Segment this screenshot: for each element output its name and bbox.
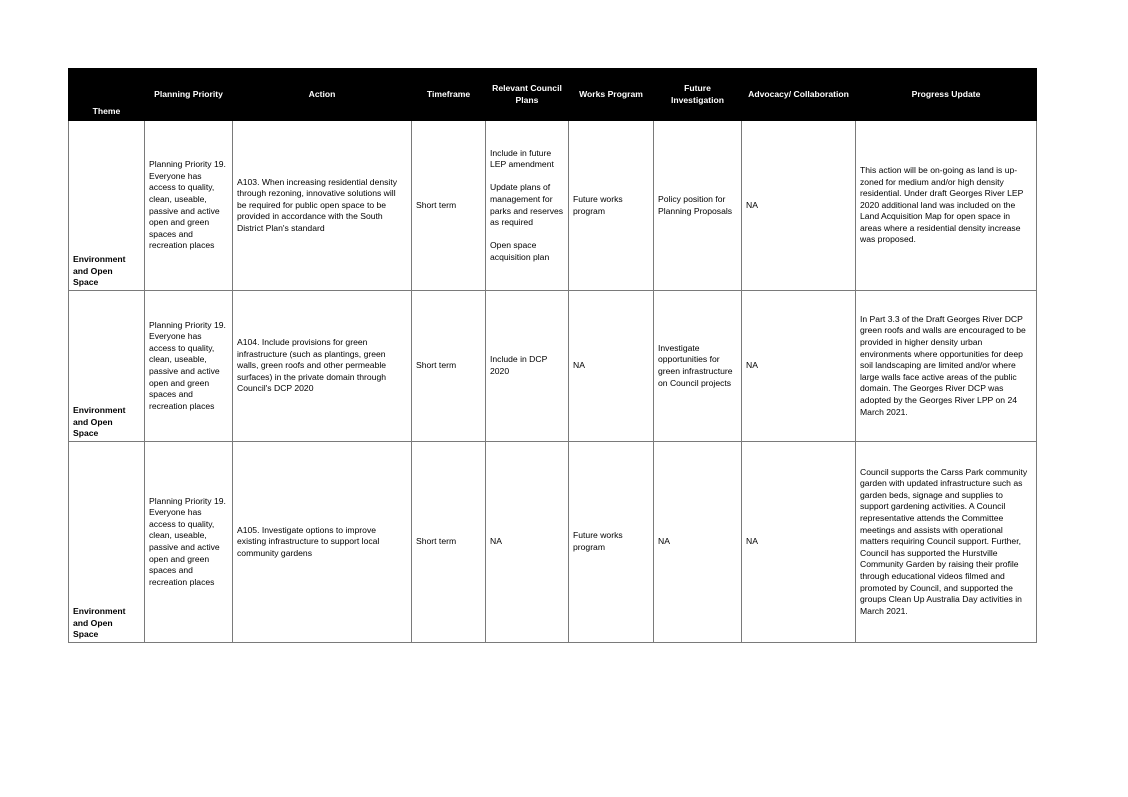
- progress-update-cell: Council supports the Carss Park community garden with updated infrastructure such as garden beds, signage and supplies to support gardening activities. A Council representative attends the Committee meetings and assists with operational matters requiring Council support. Further, Council has supported the Hurstville Community Garden by raising their profile through educational videos filmed and promoted by Council, and supported the groups Clean Up Australia Day activities in March 2021.: [856, 442, 1037, 643]
- theme-cell: Environment and Open Space: [69, 291, 145, 442]
- header-timeframe: Timeframe: [412, 69, 486, 121]
- header-advocacy-collaboration: Advocacy/ Collaboration: [742, 69, 856, 121]
- progress-update-cell: This action will be on-going as land is up-zoned for medium and/or high density residential. Under draft Georges River LEP 2020 additional land was included on the Land Acquisition Map for open space in areas where a residential density increase was proposed.: [856, 121, 1037, 291]
- works-program-cell: Future works program: [569, 442, 654, 643]
- action-cell: A103. When increasing residential density through rezoning, innovative solutions will be required for public open space to be provided in accordance with the South District Plan's standard: [233, 121, 412, 291]
- works-program-cell: NA: [569, 291, 654, 442]
- timeframe-cell: Short term: [412, 442, 486, 643]
- theme-cell: Environment and Open Space: [69, 442, 145, 643]
- theme-cell: Environment and Open Space: [69, 121, 145, 291]
- header-relevant-council-plans: Relevant Council Plans: [486, 69, 569, 121]
- header-works-program: Works Program: [569, 69, 654, 121]
- table-row: [69, 121, 1037, 291]
- header-action: Action: [233, 69, 412, 121]
- planning-priority-cell: Planning Priority 19. Everyone has access to quality, clean, useable, passive and active open and green spaces and recreation places: [145, 121, 233, 291]
- planning-priority-cell: Planning Priority 19. Everyone has access to quality, clean, useable, passive and active open and green spaces and recreation places: [145, 291, 233, 442]
- table-row: [69, 291, 1037, 442]
- action-cell: A104. Include provisions for green infrastructure (such as plantings, green walls, green roofs and other permeable surfaces) in the private domain through Council's DCP 2020: [233, 291, 412, 442]
- advocacy-cell: NA: [742, 121, 856, 291]
- header-progress-update: Progress Update: [856, 69, 1037, 121]
- future-investigation-cell: NA: [654, 442, 742, 643]
- table-row: [69, 442, 1037, 643]
- progress-update-cell: In Part 3.3 of the Draft Georges River DCP green roofs and walls are encouraged to be provided in higher density urban environments where opportunities for deep soil landscaping are limited and/or where large walls face active areas of the public domain. The Georges River DCP was adopted by the Georges River LPP on 24 March 2021.: [856, 291, 1037, 442]
- future-investigation-cell: Investigate opportunities for green infrastructure on Council projects: [654, 291, 742, 442]
- header-future-investigation: Future Investigation: [654, 69, 742, 121]
- action-cell: A105. Investigate options to improve existing infrastructure to support local community gardens: [233, 442, 412, 643]
- advocacy-cell: NA: [742, 291, 856, 442]
- timeframe-cell: Short term: [412, 291, 486, 442]
- future-investigation-cell: Policy position for Planning Proposals: [654, 121, 742, 291]
- council-plans-cell: Include in DCP 2020: [486, 291, 569, 442]
- timeframe-cell: Short term: [412, 121, 486, 291]
- planning-priority-cell: Planning Priority 19. Everyone has access to quality, clean, useable, passive and active open and green spaces and recreation places: [145, 442, 233, 643]
- advocacy-cell: NA: [742, 442, 856, 643]
- header-row: [69, 69, 1037, 121]
- council-plans-cell: NA: [486, 442, 569, 643]
- council-plans-cell: Include in future LEP amendment Update plans of management for parks and reserves as required Open space acquisition plan: [486, 121, 569, 291]
- header-theme: Theme: [69, 69, 145, 121]
- works-program-cell: Future works program: [569, 121, 654, 291]
- action-plan-table: [68, 68, 1037, 643]
- header-planning-priority: Planning Priority: [145, 69, 233, 121]
